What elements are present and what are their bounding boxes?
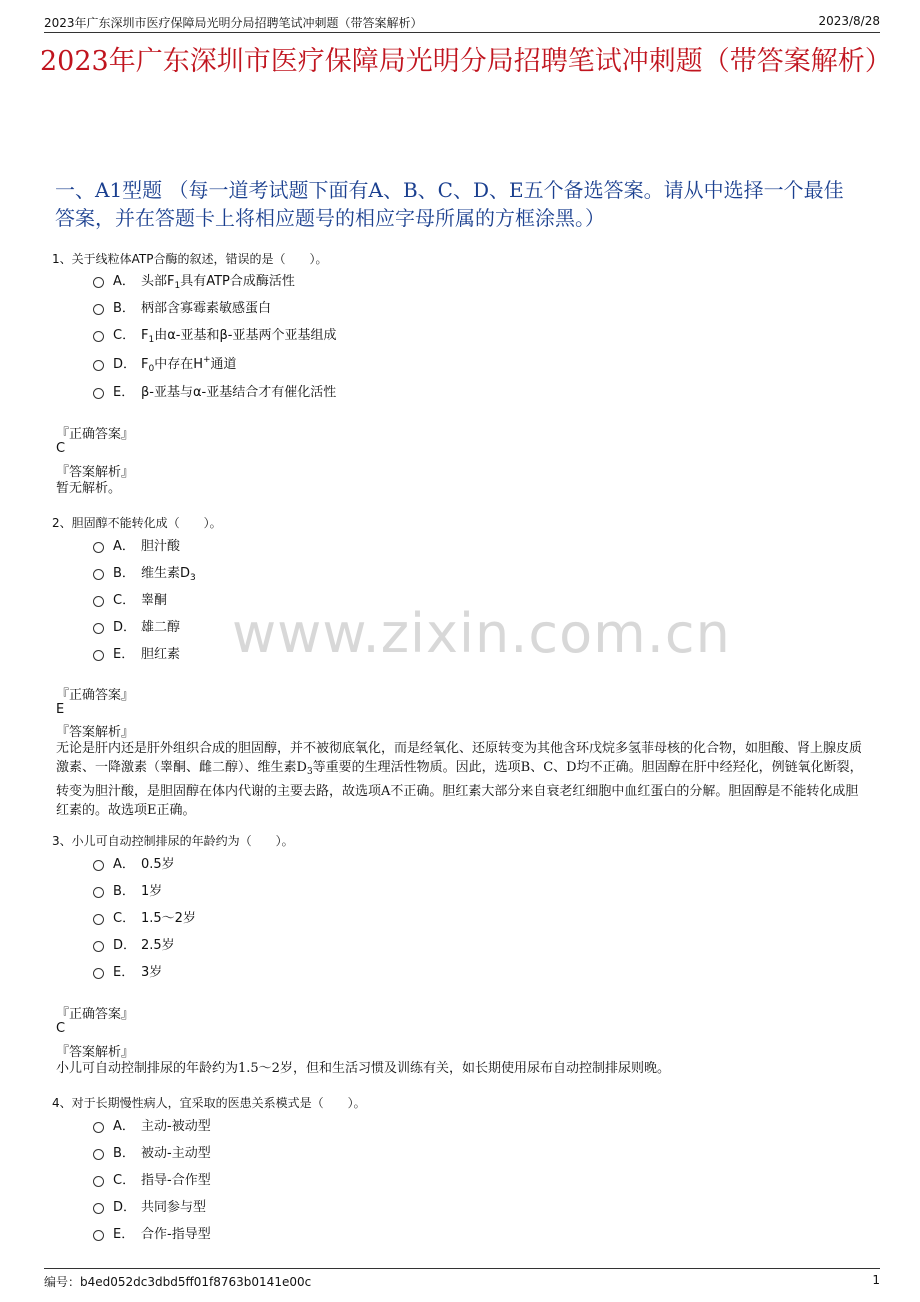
q3-option-c[interactable]: C． 1.5～2岁	[93, 907, 196, 926]
q2-option-e[interactable]: E． 胆红素	[93, 643, 180, 662]
radio-icon[interactable]	[93, 887, 104, 898]
q2-option-a[interactable]: A． 胆汁酸	[93, 535, 180, 554]
header-date: 2023/8/28	[818, 14, 880, 28]
q1-option-b[interactable]: B． 柄部含寡霉素敏感蛋白	[93, 297, 271, 316]
q2-correct-label: 『正确答案』	[56, 688, 135, 703]
q1-answer: C	[56, 441, 66, 456]
q2-option-b[interactable]: B． 维生素$D_3$	[93, 562, 196, 583]
q1-option-d[interactable]: D． $F_0$中存在H+通道	[93, 353, 237, 374]
watermark: www.zixin.com.cn	[232, 602, 731, 665]
radio-icon[interactable]	[93, 542, 104, 553]
document-id: 编号：b4ed052dc3dbd5ff01f8763b0141e00c	[44, 1275, 312, 1289]
q4-option-e[interactable]: E． 合作-指导型	[93, 1223, 211, 1242]
q3-answer: C	[56, 1021, 66, 1036]
document-title: 2023年广东深圳市医疗保障局光明分局招聘笔试冲刺题（带答案解析）	[40, 46, 892, 77]
question-2: 2、胆固醇不能转化成（ ）。	[52, 516, 222, 530]
section-heading: 一、A1型题 （每一道考试题下面有A、B、C、D、E五个备选答案。请从中选择一个最佳答案，并在答题卡上将相应题号的相应字母所属的方框涂黑。）	[55, 178, 844, 230]
q4-option-d[interactable]: D． 共同参与型	[93, 1196, 206, 1215]
q1-analysis: 暂无解析。	[56, 481, 122, 496]
q3-option-d[interactable]: D． 2.5岁	[93, 934, 175, 953]
q2-option-d[interactable]: D． 雄二醇	[93, 616, 180, 635]
q1-option-c[interactable]: C． $F_1$由α-亚基和β-亚基两个亚基组成	[93, 324, 336, 345]
q3-correct-label: 『正确答案』	[56, 1007, 135, 1022]
q1-option-e[interactable]: E． β-亚基与α-亚基结合才有催化活性	[93, 381, 336, 400]
question-1: 1、关于线粒体ATP合酶的叙述，错误的是（ ）。	[52, 252, 328, 266]
radio-icon[interactable]	[93, 569, 104, 580]
q2-answer: E	[56, 702, 65, 717]
radio-icon[interactable]	[93, 1203, 104, 1214]
radio-icon[interactable]	[93, 941, 104, 952]
radio-icon[interactable]	[93, 1122, 104, 1133]
question-4: 4、对于长期慢性病人，宜采取的医患关系模式是（ ）。	[52, 1096, 366, 1110]
q2-analysis-label: 『答案解析』	[56, 725, 135, 740]
q2-option-c[interactable]: C． 睾酮	[93, 589, 167, 608]
question-3: 3、小儿可自动控制排尿的年龄约为（ ）。	[52, 834, 294, 848]
q4-option-a[interactable]: A． 主动-被动型	[93, 1115, 211, 1134]
radio-icon[interactable]	[93, 860, 104, 871]
page-footer	[44, 1268, 880, 1289]
radio-icon[interactable]	[93, 968, 104, 979]
q4-option-c[interactable]: C． 指导-合作型	[93, 1169, 211, 1188]
q3-option-a[interactable]: A． 0.5岁	[93, 853, 175, 872]
radio-icon[interactable]	[93, 1230, 104, 1241]
radio-icon[interactable]	[93, 596, 104, 607]
radio-icon[interactable]	[93, 914, 104, 925]
header-title: 2023年广东深圳市医疗保障局光明分局招聘笔试冲刺题（带答案解析）	[44, 16, 423, 30]
q1-analysis-label: 『答案解析』	[56, 465, 135, 480]
radio-icon[interactable]	[93, 360, 104, 371]
q3-option-e[interactable]: E． 3岁	[93, 961, 162, 980]
q2-analysis: 无论是肝内还是肝外组织合成的胆固醇，并不被彻底氧化，而是经氧化、还原转变为其他含环戊烷多氢菲母核的化合物，如胆酸、肾上腺皮质激素、一降激素（睾酮、雌二醇）、维生素$D_3$等重要的生理活性物质。因此，选项B、C、D均不正确。胆固醇在肝中经羟化，例链氧化断裂，转变为胆汁酸，是胆固醇在体内代谢的主要去路，故选项A不正确。胆红素大部分来自衰老红细胞中血红蛋白的分解。胆固醇是不能转化成胆红素的。故选项E正确。	[56, 741, 863, 818]
radio-icon[interactable]	[93, 331, 104, 342]
q3-analysis: 小儿可自动控制排尿的年龄约为1.5～2岁，但和生活习惯及训练有关，如长期使用尿布自动控制排尿则晚。	[56, 1061, 670, 1076]
radio-icon[interactable]	[93, 1176, 104, 1187]
q1-option-a[interactable]: A． 头部$F_1$具有ATP合成酶活性	[93, 270, 295, 291]
q1-correct-label: 『正确答案』	[56, 427, 135, 442]
radio-icon[interactable]	[93, 623, 104, 634]
q4-option-b[interactable]: B． 被动-主动型	[93, 1142, 211, 1161]
q3-option-b[interactable]: B． 1岁	[93, 880, 162, 899]
radio-icon[interactable]	[93, 650, 104, 661]
radio-icon[interactable]	[93, 1149, 104, 1160]
page-number: 1	[872, 1273, 880, 1287]
q3-analysis-label: 『答案解析』	[56, 1045, 135, 1060]
radio-icon[interactable]	[93, 304, 104, 315]
radio-icon[interactable]	[93, 277, 104, 288]
page-header	[44, 12, 880, 33]
radio-icon[interactable]	[93, 388, 104, 399]
